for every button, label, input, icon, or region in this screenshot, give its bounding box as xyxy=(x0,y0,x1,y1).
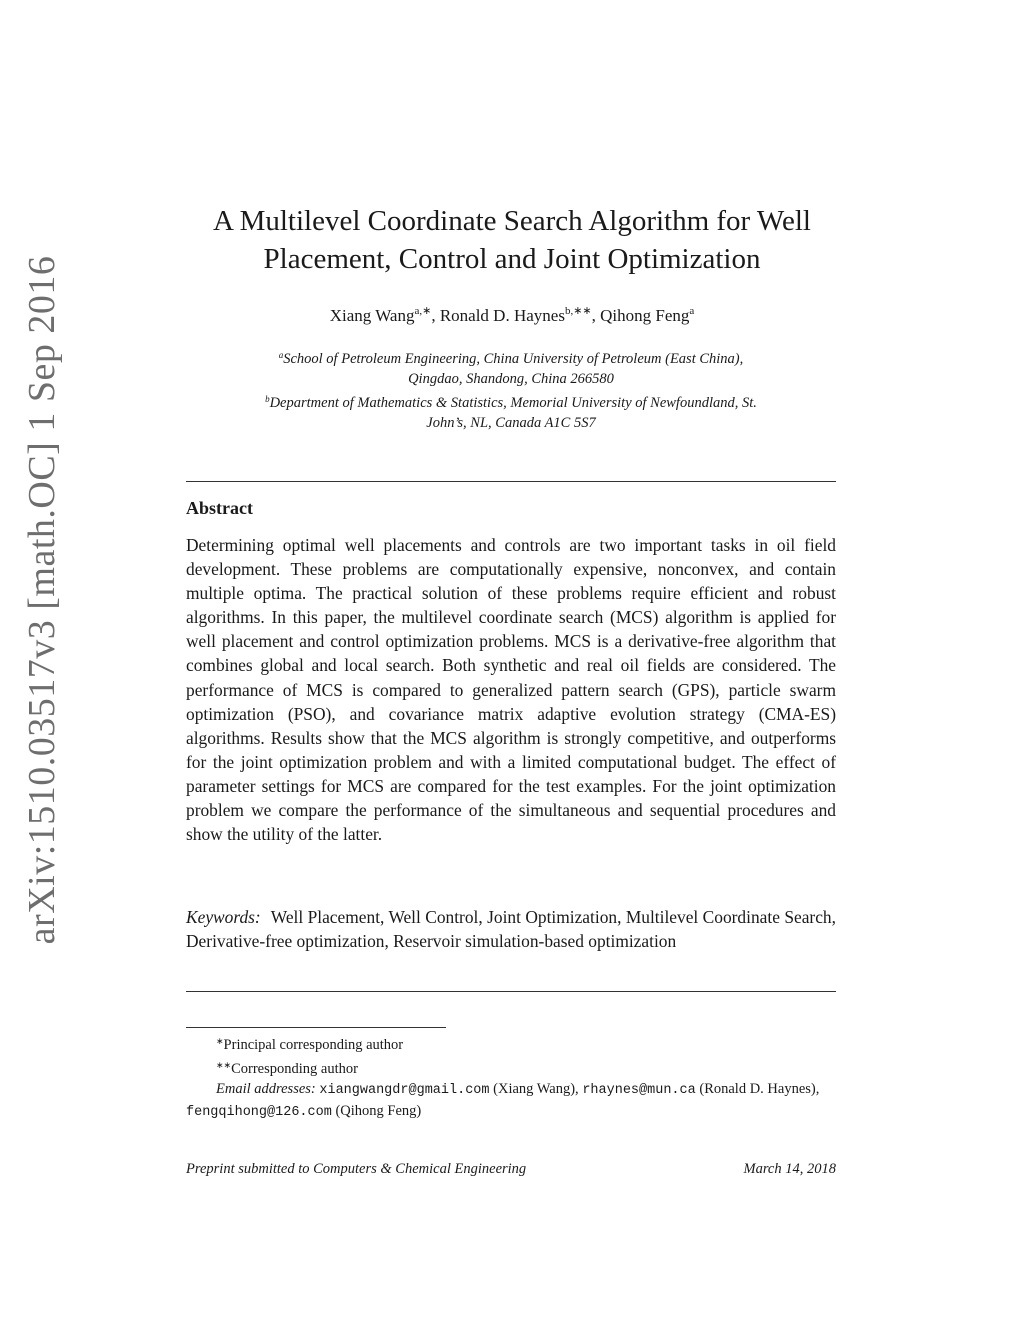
title-line-2: Placement, Control and Joint Optimization xyxy=(263,243,761,275)
affiliation-list xyxy=(186,345,836,433)
footer-journal: Preprint submitted to Computers & Chemical Engineering xyxy=(186,1161,527,1177)
footnote-text: Principal corresponding author xyxy=(223,1037,404,1053)
abstract-heading: Abstract xyxy=(186,498,253,518)
affiliation-line: Qingdao, Shandong, China 266580 xyxy=(408,371,614,387)
affiliation-mark: a xyxy=(278,350,284,360)
title-line-1: A Multilevel Coordinate Search Algorithm for Well xyxy=(213,205,811,237)
author-mark: b,∗∗ xyxy=(564,305,592,317)
affiliation-line: John’s, NL, Canada A1C 5S7 xyxy=(426,415,596,431)
abstract-bottom-rule xyxy=(186,991,836,992)
email-owner: (Xiang Wang), xyxy=(493,1081,579,1097)
footnotes xyxy=(186,1031,836,1123)
footnote-emails xyxy=(186,1079,836,1123)
email-link[interactable]: xiangwangdr@gmail.com xyxy=(319,1083,490,1098)
author-name: Ronald D. Haynes xyxy=(439,306,565,325)
footer-date: March 14, 2018 xyxy=(743,1161,836,1177)
keywords-label: Keywords: xyxy=(186,907,261,927)
paper-title xyxy=(150,202,874,278)
affiliation-b xyxy=(186,389,836,433)
keywords-text: Well Placement, Well Control, Joint Optimization, Multilevel Coordinate Search, Derivative-free optimization, Reservoir simulation-based optimization xyxy=(186,907,836,952)
footnote-mark: ∗∗ xyxy=(216,1060,232,1070)
author-name: Xiang Wang xyxy=(329,306,415,325)
email-owner: (Ronald D. Haynes), xyxy=(699,1081,820,1097)
email-label: Email addresses: xyxy=(216,1081,316,1097)
author-list: Xiang Wang$^{a,∗}$, Ronald D. Haynes$^{b,∗∗}$, Qihong Feng$^a$ xyxy=(329,305,695,325)
author-name: Qihong Feng xyxy=(600,306,690,325)
footnote-rule xyxy=(186,1027,446,1028)
abstract-text: Determining optimal well placements and controls are two important tasks in oil field development. These problems are computationally expensive, nonconvex, and contain multiple optima. The practical solution of these problems require efficient and robust algorithms. In this paper, the multilevel coordinate search (MCS) algorithm is applied for well placement and control optimization problems. MCS is a derivative-free algorithm that combines global and local search. Both synthetic and real oil fields are considered. The performance of MCS is compared to generalized pattern search (GPS), particle swarm optimization (PSO), and covariance matrix adaptive evolution strategy (CMA-ES) algorithms. Results show that the MCS algorithm is strongly competitive, and outperforms for the joint optimization problem and with a limited computational budget. The effect of parameter settings for MCS are compared for the test examples. For the joint optimization problem we compare the performance of the simultaneous and sequential procedures and show the utility of the latter. xyxy=(186,535,836,845)
abstract-top-rule xyxy=(186,481,836,482)
affiliation-line: School of Petroleum Engineering, China University of Petroleum (East China), xyxy=(283,351,744,367)
footnote-text: Corresponding author xyxy=(231,1061,358,1077)
affiliation-mark: b xyxy=(265,394,270,404)
arxiv-stamp-text: arXiv:1510.03517v3 [math.OC] 1 Sep 2016 xyxy=(21,255,63,945)
footnote-principal xyxy=(186,1031,836,1055)
author-mark: a xyxy=(689,305,695,317)
email-link[interactable]: fengqihong@126.com xyxy=(186,1105,332,1120)
email-owner: (Qihong Feng) xyxy=(335,1103,422,1119)
preprint-footer xyxy=(186,1161,836,1178)
footnote-corresponding xyxy=(186,1055,836,1079)
email-link[interactable]: rhaynes@mun.ca xyxy=(582,1083,696,1098)
author-mark: a,∗ xyxy=(414,305,432,317)
footnote-mark: ∗ xyxy=(216,1036,224,1046)
keywords xyxy=(186,905,836,953)
affiliation-line: Department of Mathematics & Statistics, Memorial University of Newfoundland, St. xyxy=(269,395,757,411)
affiliation-a xyxy=(186,345,836,389)
